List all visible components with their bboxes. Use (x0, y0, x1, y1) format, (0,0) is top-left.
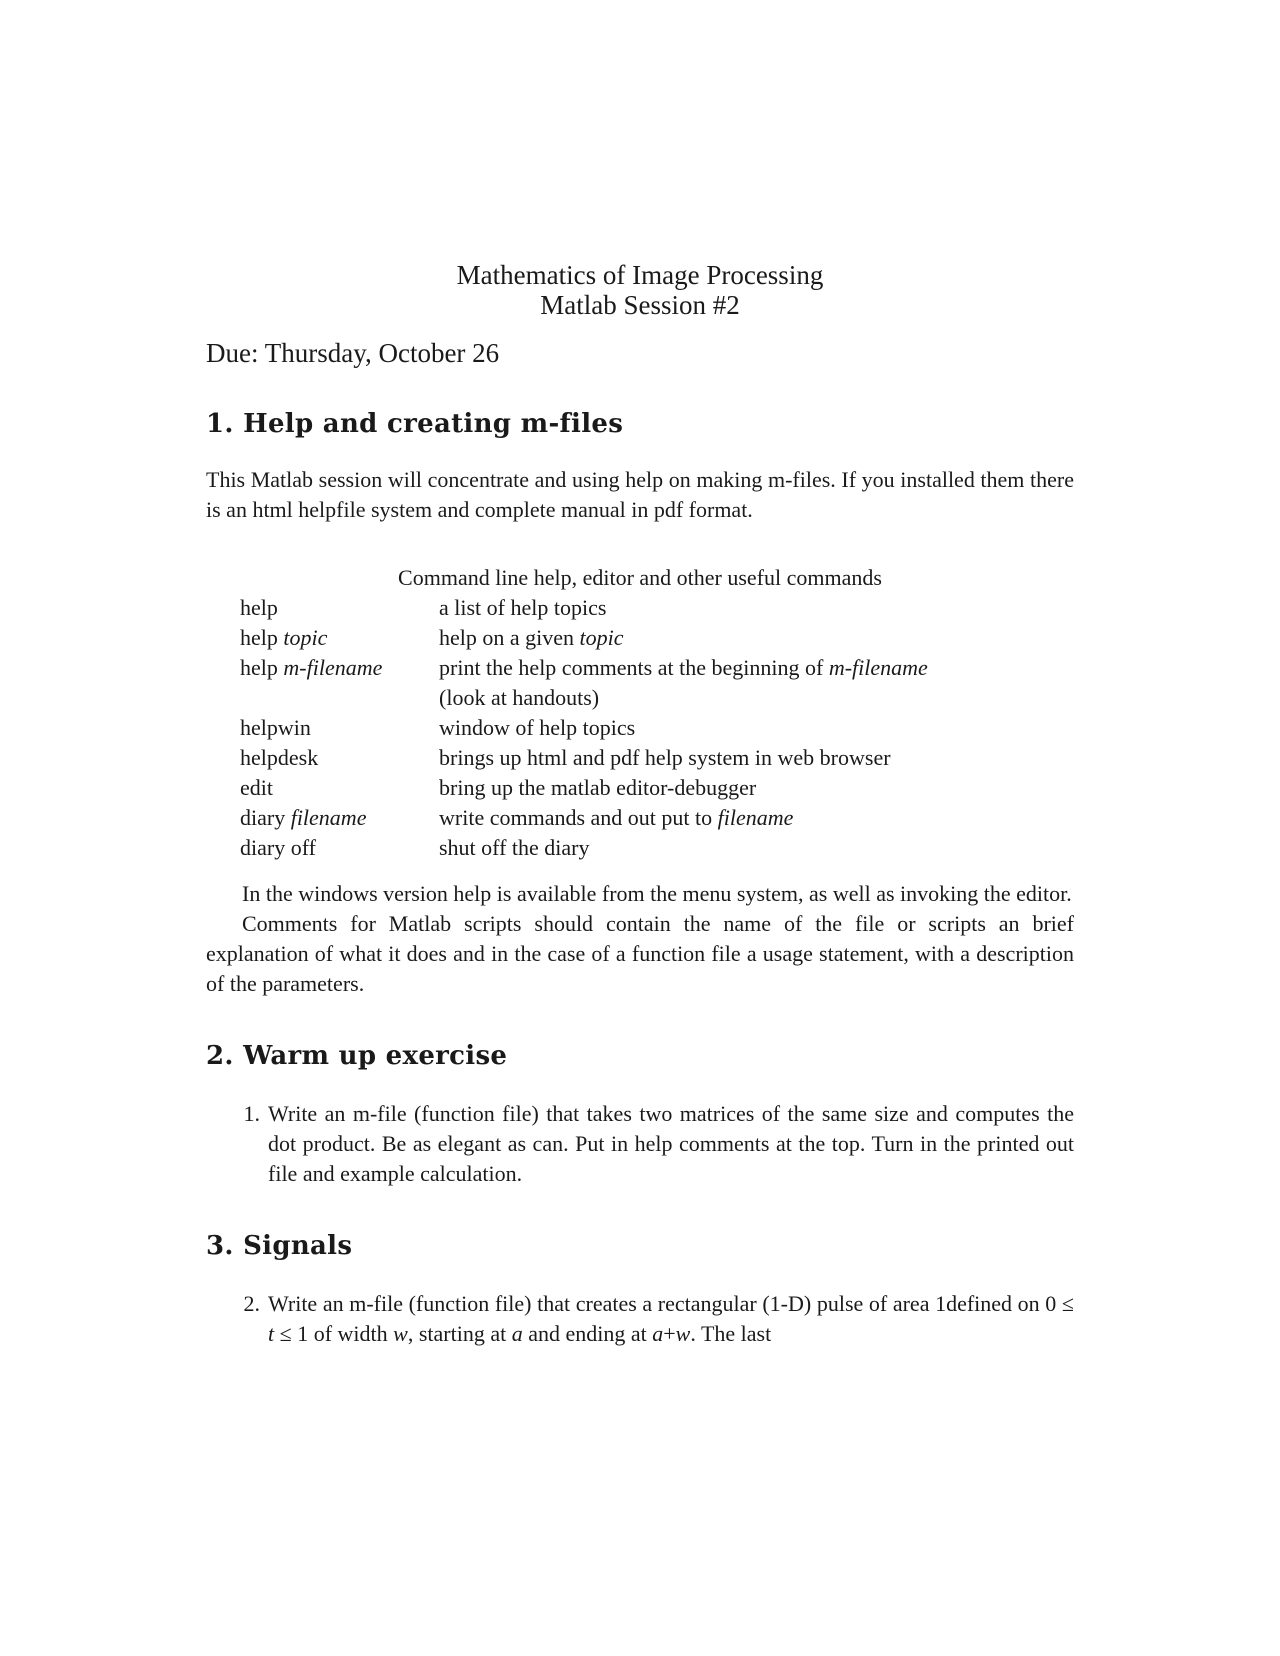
command-name (206, 773, 439, 803)
math-var: a (652, 1321, 664, 1346)
command-argument: m-filename (283, 655, 383, 680)
text-fragment: , starting at (407, 1321, 512, 1346)
command-name (206, 743, 439, 773)
command-name (206, 683, 439, 713)
command-description (439, 653, 1074, 683)
text-fragment: and ending at (522, 1321, 653, 1346)
command-row (206, 713, 1074, 743)
math-var: t (268, 1321, 275, 1346)
document-page (206, 260, 1074, 1349)
command-description (439, 803, 1074, 833)
command-text: help (240, 595, 278, 620)
exercise-list-1 (206, 1099, 1074, 1189)
command-table-rows (206, 593, 1074, 863)
command-row (206, 593, 1074, 623)
description-text: a list of help topics (439, 595, 607, 620)
description-text: shut off the diary (439, 835, 590, 860)
command-name (206, 653, 439, 683)
description-argument: m-filename (828, 655, 928, 680)
command-description (439, 593, 1074, 623)
title-block (206, 260, 1074, 320)
list-item-text (268, 1289, 1074, 1349)
command-argument: filename (290, 805, 367, 830)
due-date: Due: Thursday, October 26 (206, 338, 500, 368)
list-item (206, 1099, 1074, 1189)
command-table-caption: Command line help, editor and other useful commands (398, 565, 882, 590)
text-fragment: . The last (690, 1321, 772, 1346)
document-title: Mathematics of Image Processing (456, 260, 824, 290)
intro-paragraph: This Matlab session will concentrate and using help on making m-files. If you installed them there is an html helpfile system and complete manual in pdf format. (206, 467, 1074, 522)
command-text: diary (240, 805, 291, 830)
description-text: (look at handouts) (439, 685, 600, 710)
command-name (206, 713, 439, 743)
text-fragment: ≤ 1 of width (274, 1321, 394, 1346)
command-argument: topic (283, 625, 328, 650)
text-fragment: Write an m-file (function file) that creates a rectangular (1-D) pulse of area 1defined on 0 ≤ (268, 1291, 1074, 1316)
command-table (206, 563, 1074, 863)
comments-paragraph: Comments for Matlab scripts should contain the name of the file or scripts an brief explanation of what it does and in the case of a function file a usage statement, with a description of the parameters. (206, 911, 1074, 996)
command-name (206, 593, 439, 623)
command-description (439, 743, 1074, 773)
command-description (439, 683, 1074, 713)
description-text: window of help topics (439, 715, 636, 740)
text-fragment: + (663, 1321, 676, 1346)
math-var: w (393, 1321, 408, 1346)
section-heading-signals: 3. Signals (206, 1231, 353, 1261)
command-text: edit (240, 775, 273, 800)
command-row (206, 683, 1074, 713)
command-text: help (240, 655, 284, 680)
command-row (206, 833, 1074, 863)
list-item (206, 1289, 1074, 1349)
command-description (439, 623, 1074, 653)
command-row (206, 803, 1074, 833)
command-description (439, 833, 1074, 863)
math-var: a (511, 1321, 523, 1346)
list-item-text: Write an m-file (function file) that takes two matrices of the same size and computes the dot product. Be as elegant as can. Put in help comments at the top. Turn in the printed out file and example calculation. (268, 1101, 1074, 1186)
command-name (206, 623, 439, 653)
windows-paragraph: In the windows version help is available from the menu system, as well as invoking the editor. (242, 881, 1072, 906)
command-row (206, 773, 1074, 803)
description-text: help on a given (439, 625, 580, 650)
section-heading-warmup: 2. Warm up exercise (206, 1041, 508, 1071)
command-description (439, 713, 1074, 743)
exercise-list-2 (206, 1289, 1074, 1349)
command-row (206, 743, 1074, 773)
command-text: helpdesk (240, 745, 319, 770)
document-subtitle: Matlab Session #2 (540, 290, 740, 320)
command-row (206, 653, 1074, 683)
description-argument: filename (717, 805, 794, 830)
command-text: diary off (240, 835, 316, 860)
command-text: helpwin (240, 715, 311, 740)
description-argument: topic (579, 625, 624, 650)
description-text: brings up html and pdf help system in web browser (439, 745, 891, 770)
command-name (206, 803, 439, 833)
description-text: write commands and out put to (439, 805, 718, 830)
list-item-number: 2. (243, 1291, 260, 1316)
command-description (439, 773, 1074, 803)
list-item-number: 1. (243, 1101, 260, 1126)
math-var: w (675, 1321, 691, 1346)
description-text: bring up the matlab editor-debugger (439, 775, 757, 800)
command-name (206, 833, 439, 863)
description-text: print the help comments at the beginning of (439, 655, 829, 680)
command-text: help (240, 625, 284, 650)
command-row (206, 623, 1074, 653)
section-heading-help: 1. Help and creating m-files (206, 409, 624, 439)
